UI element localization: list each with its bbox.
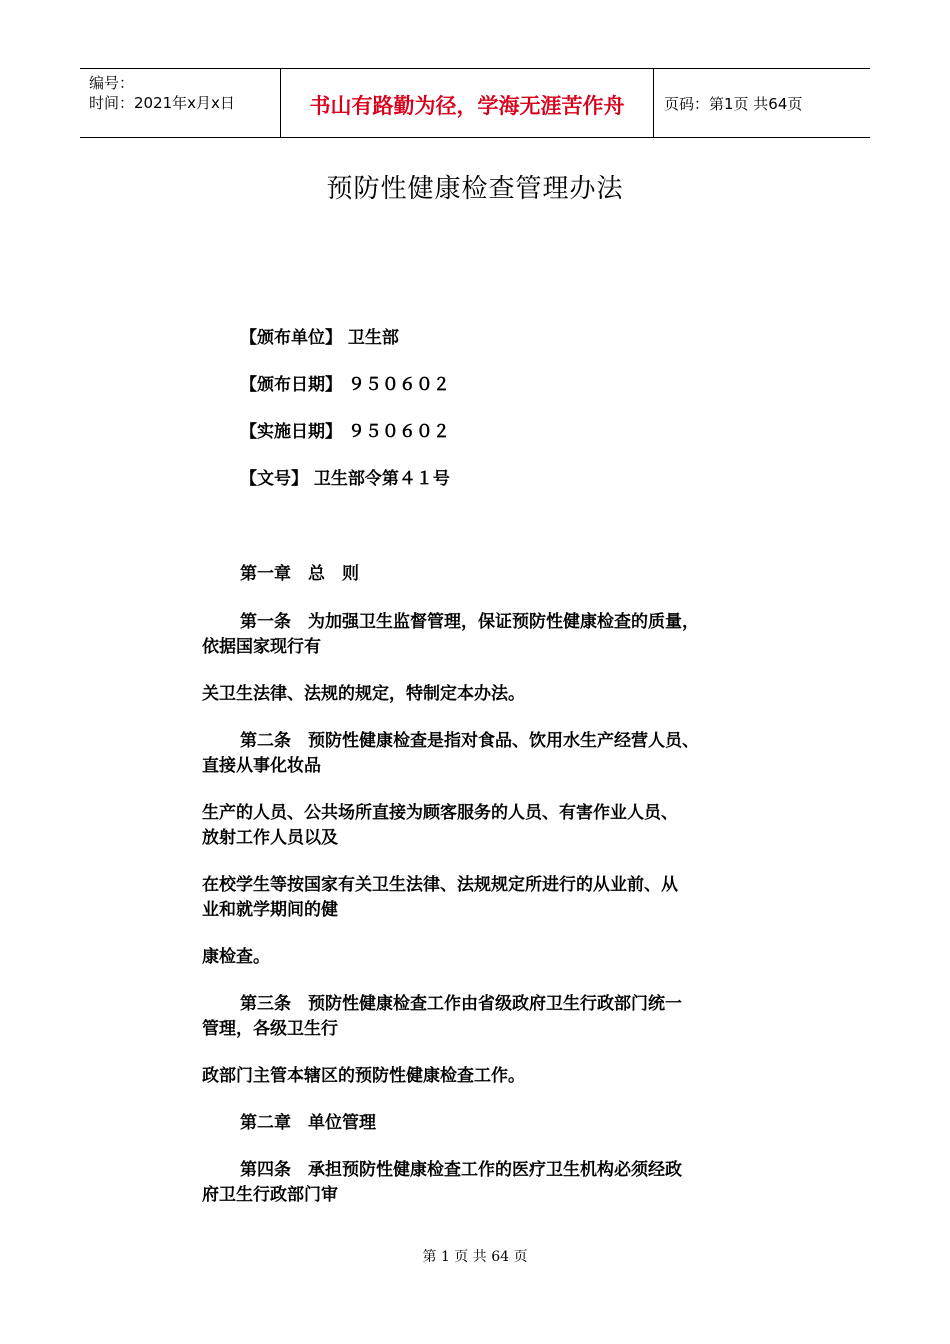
header-table xyxy=(80,68,870,138)
paragraph-line: 康检查。 xyxy=(202,947,270,967)
page-footer: 第 1 页 共 64 页 xyxy=(422,1249,528,1265)
paragraph-line: 第二条 预防性健康检查是指对食品、饮用水生产经营人员、 xyxy=(240,731,699,751)
document-title: 预防性健康检查管理办法 xyxy=(326,174,624,204)
paragraph-line: 关卫生法律、法规的规定，特制定本办法。 xyxy=(202,684,525,704)
paragraph-line: 生产的人员、公共场所直接为顾客服务的人员、有害作业人员、 xyxy=(202,803,678,823)
paragraph-line: 第一条 为加强卫生监督管理，保证预防性健康检查的质量， xyxy=(240,612,699,632)
paragraph-line: 第四条 承担预防性健康检查工作的医疗卫生机构必须经政 xyxy=(240,1160,682,1180)
meta-doc-number: 【文号】 卫生部令第４１号 xyxy=(240,469,450,489)
chapter-heading: 第一章 总 则 xyxy=(240,564,359,584)
meta-effective-date: 【实施日期】 ９５０６０２ xyxy=(240,422,450,442)
number-label: 编号： xyxy=(89,74,135,92)
time-label: 时间：2021年x月x日 xyxy=(89,94,235,112)
header-motto: 书山有路勤为径，学海无涯苦作舟 xyxy=(280,69,654,137)
paragraph-line: 依据国家现行有 xyxy=(202,637,321,657)
header-left-cell xyxy=(80,69,280,137)
header-page-info: 页码：第1页 共64页 xyxy=(664,94,803,113)
paragraph-line: 业和就学期间的健 xyxy=(202,900,338,920)
paragraph-line: 管理，各级卫生行 xyxy=(202,1019,338,1039)
chapter-heading: 第二章 单位管理 xyxy=(240,1113,376,1133)
paragraph-line: 第三条 预防性健康检查工作由省级政府卫生行政部门统一 xyxy=(240,994,682,1014)
paragraph-line: 府卫生行政部门审 xyxy=(202,1185,338,1205)
paragraph-line: 直接从事化妆品 xyxy=(202,756,321,776)
paragraph-line: 政部门主管本辖区的预防性健康检查工作。 xyxy=(202,1066,525,1086)
paragraph-line: 在校学生等按国家有关卫生法律、法规规定所进行的从业前、从 xyxy=(202,875,678,895)
meta-issuer: 【颁布单位】 卫生部 xyxy=(240,328,399,348)
paragraph-line: 放射工作人员以及 xyxy=(202,828,338,848)
meta-issue-date: 【颁布日期】 ９５０６０２ xyxy=(240,375,450,395)
